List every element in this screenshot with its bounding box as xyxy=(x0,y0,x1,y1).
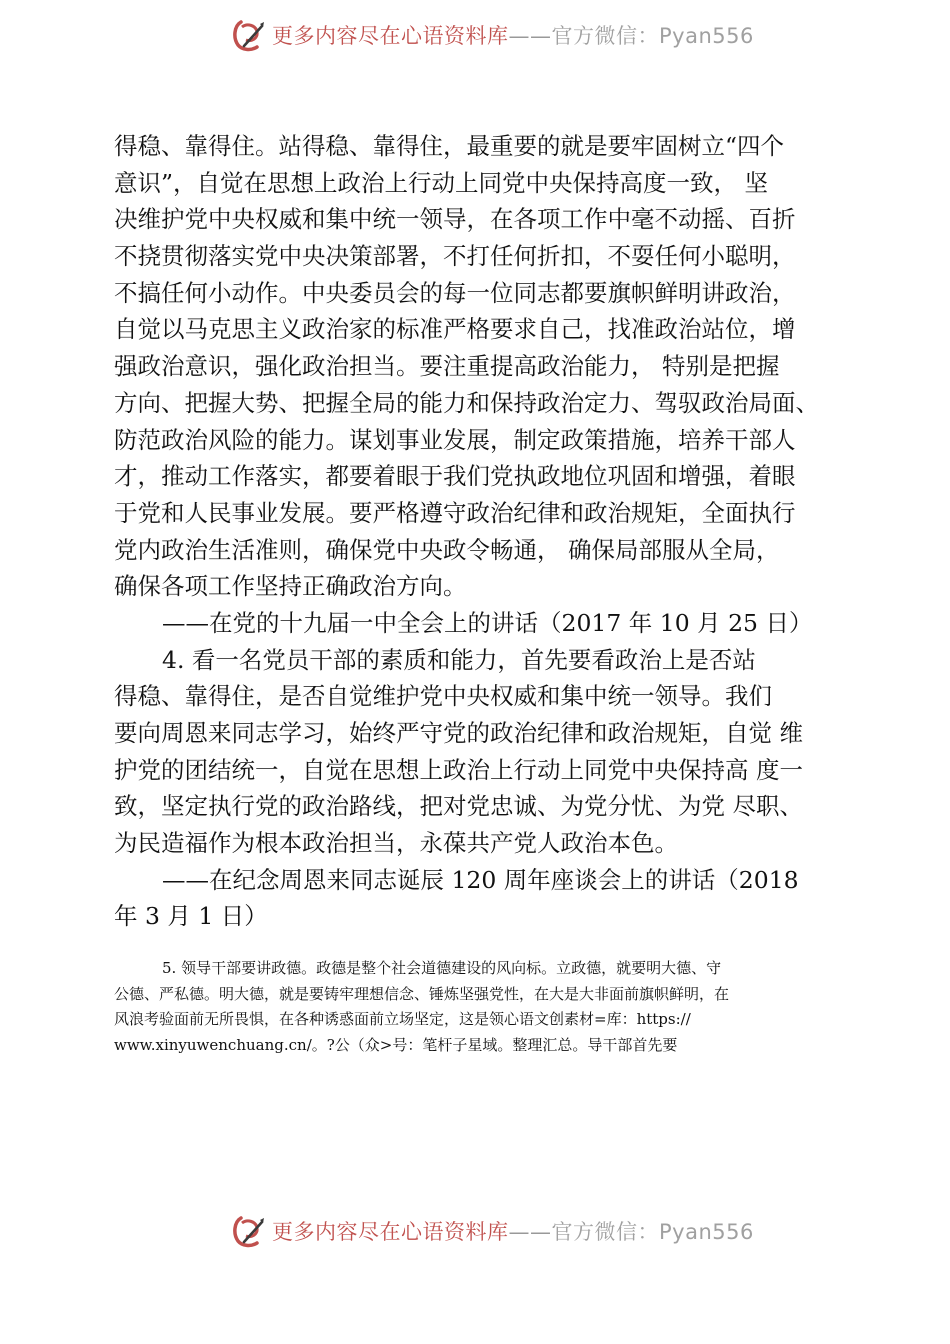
small-paragraph xyxy=(114,956,854,1058)
paragraph-line: 方向、把握大势、把握全局的能力和保持政治定力、驾驭政治局面、 xyxy=(114,388,819,417)
paragraph-line: 为民造福作为根本政治担当，永葆共产党人政治本色。 xyxy=(114,829,678,858)
paragraph-line: 公德、严私德。明大德，就是要铸牢理想信念、锤炼坚强党性，在大是大非面前旗帜鲜明，在 xyxy=(114,984,730,1003)
paragraph-line: 不挠贯彻落实党中央决策部署，不打任何折扣，不耍任何小聪明， xyxy=(114,242,796,271)
paragraph-line: 要向周恩来同志学习，始终严守党的政治纪律和政治规矩，自觉 维 xyxy=(114,719,803,747)
paragraph-line: 得稳、靠得住，是否自觉维护党中央权威和集中统一领导。我们 xyxy=(114,682,772,711)
paragraph-line: 风浪考验面前无所畏惧，在各种诱惑面前立场坚定，这是领心语文创素材=库：https:// xyxy=(114,1010,691,1029)
paragraph-line: 党内政治生活准则，确保党中央政令畅通， 确保局部服从全局， xyxy=(114,535,780,564)
quote-source: 年 3 月 1 日） xyxy=(114,902,268,931)
paragraph-line: 5. 领导干部要讲政德。政德是整个社会道德建设的风向标。立政德，就要明大德、守 xyxy=(162,959,722,977)
quote-source: ——在纪念周恩来同志诞辰 120 周年座谈会上的讲话（2018 xyxy=(162,865,799,894)
header-banner xyxy=(232,17,754,53)
banner-text: 更多内容尽在心语资料库——官方微信：Pyan556 xyxy=(272,24,754,48)
paragraph-line: 护党的团结统一，自觉在思想上政治上行动上同党中央保持高 度一 xyxy=(114,755,803,784)
paragraph-line: 强政治意识，强化政治担当。要注重提高政治能力， 特别是把握 xyxy=(114,352,780,381)
paragraph-line: 意识”，自觉在思想上政治上行动上同党中央保持高度一致， 坚 xyxy=(114,168,768,197)
paragraph-line: 不搞任何小动作。中央委员会的每一位同志都要旗帜鲜明讲政治， xyxy=(114,278,796,307)
banner-text: 更多内容尽在心语资料库——官方微信：Pyan556 xyxy=(272,1220,754,1244)
paragraph-line: 自觉以马克思主义政治家的标准严格要求自己，找准政治站位，增 xyxy=(114,315,796,344)
paragraph-line: 致，坚定执行党的政治路线，把对党忠诚、为党分忧、为党 尽职、 xyxy=(114,792,803,821)
paragraph-line: 4. 看一名党员干部的素质和能力，首先要看政治上是否站 xyxy=(162,645,756,674)
paragraph-line: 防范政治风险的能力。谋划事业发展，制定政策措施，培养干部人 xyxy=(114,425,796,454)
logo-icon xyxy=(232,1214,266,1248)
footer-banner xyxy=(232,1213,754,1249)
paragraph-line: 确保各项工作坚持正确政治方向。 xyxy=(114,572,467,601)
paragraph-line: www.xinyuwenchuang.cn/。?公（众>号：笔杆子星域。整理汇总。导干部首先要 xyxy=(114,1035,678,1054)
main-content xyxy=(114,128,874,935)
paragraph-line: 才，推动工作落实，都要着眼于我们党执政地位巩固和增强，着眼 xyxy=(114,462,796,491)
paragraph-line: 得稳、靠得住。站得稳、靠得住，最重要的就是要牢固树立“四个 xyxy=(114,132,785,160)
logo-icon xyxy=(232,18,266,52)
paragraph-line: 于党和人民事业发展。要严格遵守政治纪律和政治规矩，全面执行 xyxy=(114,498,796,527)
paragraph-line: 决维护党中央权威和集中统一领导，在各项工作中毫不动摇、百折 xyxy=(114,205,796,234)
quote-source: ——在党的十九届一中全会上的讲话（2017 年 10 月 25 日） xyxy=(162,608,813,637)
